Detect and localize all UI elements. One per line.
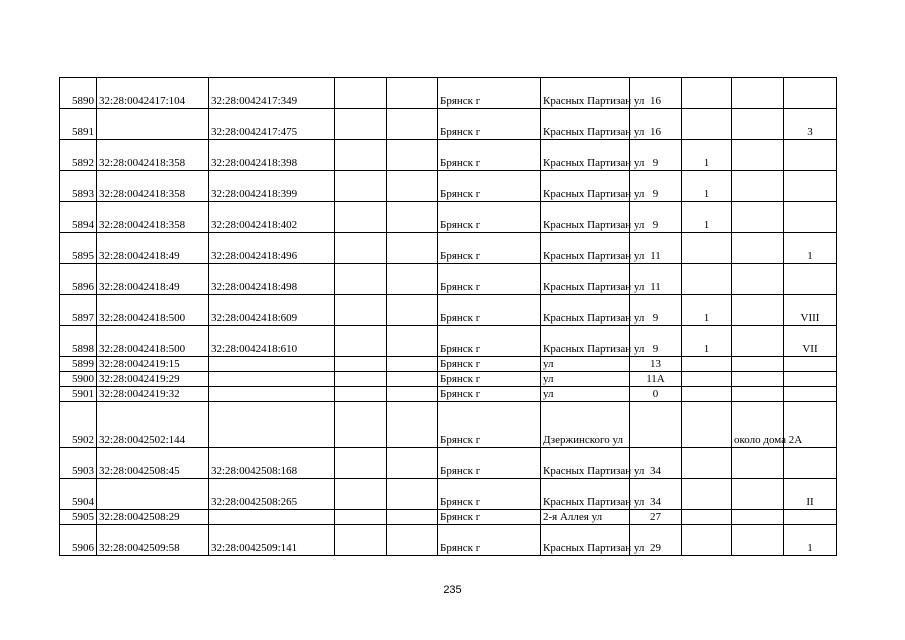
building-number-cell <box>682 78 732 109</box>
cadastral-number-cell: 32:28:0042418:500 <box>97 326 209 357</box>
row-number-cell: 5902 <box>60 402 97 448</box>
cadastral-number-cell: 32:28:0042419:29 <box>97 372 209 387</box>
location-note-cell <box>732 233 784 264</box>
city-cell: Брянск г <box>438 402 541 448</box>
cadastral-number-cell: 32:28:0042419:15 <box>97 357 209 372</box>
building-number-cell <box>682 510 732 525</box>
apartment-number-cell <box>784 264 837 295</box>
city-cell: Брянск г <box>438 448 541 479</box>
building-number-cell <box>682 479 732 510</box>
apartment-number-cell: 1 <box>784 525 837 556</box>
city-cell: Брянск г <box>438 140 541 171</box>
location-note-cell <box>732 525 784 556</box>
building-number-cell <box>682 448 732 479</box>
table-row <box>60 264 837 295</box>
house-number-cell: 9 <box>630 295 682 326</box>
building-number-cell <box>682 233 732 264</box>
table-row <box>60 202 837 233</box>
empty-cell <box>335 525 387 556</box>
row-number-cell: 5897 <box>60 295 97 326</box>
empty-cell <box>387 295 438 326</box>
building-number-cell: 1 <box>682 140 732 171</box>
house-number-cell: 34 <box>630 448 682 479</box>
empty-cell <box>335 202 387 233</box>
table-row <box>60 525 837 556</box>
city-cell: Брянск г <box>438 202 541 233</box>
street-cell: Красных Партизан ул <box>541 295 630 326</box>
table-row <box>60 78 837 109</box>
object-cadastral-number-cell: 32:28:0042418:402 <box>209 202 335 233</box>
location-note-cell <box>732 448 784 479</box>
object-cadastral-number-cell <box>209 402 335 448</box>
cadastral-number-cell: 32:28:0042418:49 <box>97 233 209 264</box>
object-cadastral-number-cell: 32:28:0042418:398 <box>209 140 335 171</box>
object-cadastral-number-cell: 32:28:0042508:265 <box>209 479 335 510</box>
building-number-cell: 1 <box>682 326 732 357</box>
city-cell: Брянск г <box>438 479 541 510</box>
building-number-cell <box>682 525 732 556</box>
empty-cell <box>335 264 387 295</box>
apartment-number-cell <box>784 448 837 479</box>
table-row <box>60 372 837 387</box>
location-note-cell <box>732 326 784 357</box>
empty-cell <box>335 402 387 448</box>
table-row <box>60 357 837 372</box>
city-cell: Брянск г <box>438 372 541 387</box>
city-cell: Брянск г <box>438 510 541 525</box>
table-row <box>60 233 837 264</box>
house-number-cell: 0 <box>630 387 682 402</box>
cadastral-number-cell: 32:28:0042418:500 <box>97 295 209 326</box>
location-note-cell <box>732 202 784 233</box>
cadastral-number-cell <box>97 109 209 140</box>
table-row <box>60 295 837 326</box>
location-note-cell: около дома 2А <box>732 402 784 448</box>
empty-cell <box>387 510 438 525</box>
empty-cell <box>387 78 438 109</box>
street-cell: Красных Партизан ул <box>541 326 630 357</box>
object-cadastral-number-cell: 32:28:0042418:609 <box>209 295 335 326</box>
empty-cell <box>387 372 438 387</box>
table-row <box>60 326 837 357</box>
row-number-cell: 5892 <box>60 140 97 171</box>
city-cell: Брянск г <box>438 233 541 264</box>
apartment-number-cell <box>784 140 837 171</box>
city-cell: Брянск г <box>438 357 541 372</box>
object-cadastral-number-cell: 32:28:0042417:475 <box>209 109 335 140</box>
registry-table <box>59 77 837 556</box>
location-note-cell <box>732 510 784 525</box>
table-row <box>60 402 837 448</box>
house-number-cell: 11А <box>630 372 682 387</box>
empty-cell <box>387 326 438 357</box>
location-note-cell <box>732 140 784 171</box>
building-number-cell <box>682 109 732 140</box>
street-cell: 2-я Аллея ул <box>541 510 630 525</box>
object-cadastral-number-cell: 32:28:0042418:399 <box>209 171 335 202</box>
house-number-cell: 16 <box>630 109 682 140</box>
page-number: 235 <box>443 584 462 596</box>
building-number-cell: 1 <box>682 171 732 202</box>
house-number-cell: 11 <box>630 264 682 295</box>
street-cell: ул <box>541 357 630 372</box>
house-number-cell: 9 <box>630 171 682 202</box>
building-number-cell <box>682 402 732 448</box>
house-number-cell: 9 <box>630 202 682 233</box>
empty-cell <box>387 402 438 448</box>
house-number-cell: 16 <box>630 78 682 109</box>
city-cell: Брянск г <box>438 78 541 109</box>
apartment-number-cell <box>784 372 837 387</box>
object-cadastral-number-cell: 32:28:0042509:141 <box>209 525 335 556</box>
empty-cell <box>335 140 387 171</box>
apartment-number-cell: 3 <box>784 109 837 140</box>
row-number-cell: 5894 <box>60 202 97 233</box>
empty-cell <box>335 510 387 525</box>
empty-cell <box>335 357 387 372</box>
apartment-number-cell <box>784 171 837 202</box>
house-number-cell: 9 <box>630 326 682 357</box>
city-cell: Брянск г <box>438 264 541 295</box>
city-cell: Брянск г <box>438 109 541 140</box>
house-number-cell: 27 <box>630 510 682 525</box>
house-number-cell: 34 <box>630 479 682 510</box>
apartment-number-cell: 1 <box>784 233 837 264</box>
empty-cell <box>387 140 438 171</box>
row-number-cell: 5898 <box>60 326 97 357</box>
object-cadastral-number-cell <box>209 387 335 402</box>
street-cell: Красных Партизан ул <box>541 140 630 171</box>
empty-cell <box>387 109 438 140</box>
city-cell: Брянск г <box>438 525 541 556</box>
empty-cell <box>387 387 438 402</box>
house-number-cell: 11 <box>630 233 682 264</box>
street-cell: Красных Партизан ул <box>541 202 630 233</box>
empty-cell <box>387 233 438 264</box>
row-number-cell: 5893 <box>60 171 97 202</box>
street-cell: ул <box>541 387 630 402</box>
empty-cell <box>387 479 438 510</box>
building-number-cell <box>682 357 732 372</box>
location-note-cell <box>732 479 784 510</box>
row-number-cell: 5900 <box>60 372 97 387</box>
table-row <box>60 109 837 140</box>
city-cell: Брянск г <box>438 326 541 357</box>
empty-cell <box>335 78 387 109</box>
location-note-cell <box>732 372 784 387</box>
table-row <box>60 171 837 202</box>
location-note-cell <box>732 357 784 372</box>
street-cell: Красных Партизан ул <box>541 171 630 202</box>
empty-cell <box>335 171 387 202</box>
empty-cell <box>387 448 438 479</box>
building-number-cell: 1 <box>682 295 732 326</box>
city-cell: Брянск г <box>438 387 541 402</box>
empty-cell <box>335 387 387 402</box>
table-row <box>60 479 837 510</box>
row-number-cell: 5903 <box>60 448 97 479</box>
row-number-cell: 5891 <box>60 109 97 140</box>
row-number-cell: 5901 <box>60 387 97 402</box>
apartment-number-cell <box>784 510 837 525</box>
empty-cell <box>387 202 438 233</box>
cadastral-number-cell: 32:28:0042418:49 <box>97 264 209 295</box>
object-cadastral-number-cell <box>209 510 335 525</box>
location-note-cell <box>732 264 784 295</box>
apartment-number-cell <box>784 78 837 109</box>
street-cell: Красных Партизан ул <box>541 264 630 295</box>
apartment-number-cell: VII <box>784 326 837 357</box>
city-cell: Брянск г <box>438 295 541 326</box>
row-number-cell: 5904 <box>60 479 97 510</box>
street-cell: Красных Партизан ул <box>541 78 630 109</box>
row-number-cell: 5896 <box>60 264 97 295</box>
apartment-number-cell <box>784 387 837 402</box>
cadastral-number-cell: 32:28:0042509:58 <box>97 525 209 556</box>
row-number-cell: 5905 <box>60 510 97 525</box>
empty-cell <box>335 372 387 387</box>
object-cadastral-number-cell: 32:28:0042508:168 <box>209 448 335 479</box>
row-number-cell: 5890 <box>60 78 97 109</box>
house-number-cell: 29 <box>630 525 682 556</box>
cadastral-number-cell: 32:28:0042418:358 <box>97 202 209 233</box>
cadastral-number-cell: 32:28:0042502:144 <box>97 402 209 448</box>
location-note-cell <box>732 295 784 326</box>
row-number-cell: 5906 <box>60 525 97 556</box>
row-number-cell: 5899 <box>60 357 97 372</box>
street-cell: Дзержинского ул <box>541 402 630 448</box>
street-cell: Красных Партизан ул <box>541 479 630 510</box>
empty-cell <box>335 479 387 510</box>
cadastral-number-cell: 32:28:0042508:29 <box>97 510 209 525</box>
object-cadastral-number-cell <box>209 357 335 372</box>
object-cadastral-number-cell: 32:28:0042417:349 <box>209 78 335 109</box>
object-cadastral-number-cell: 32:28:0042418:610 <box>209 326 335 357</box>
apartment-number-cell: II <box>784 479 837 510</box>
building-number-cell <box>682 372 732 387</box>
object-cadastral-number-cell: 32:28:0042418:498 <box>209 264 335 295</box>
table-row <box>60 510 837 525</box>
location-note-cell <box>732 78 784 109</box>
street-cell: Красных Партизан ул <box>541 109 630 140</box>
object-cadastral-number-cell: 32:28:0042418:496 <box>209 233 335 264</box>
table-row <box>60 387 837 402</box>
location-note-cell <box>732 387 784 402</box>
house-number-cell: 9 <box>630 140 682 171</box>
building-number-cell <box>682 264 732 295</box>
apartment-number-cell: VIII <box>784 295 837 326</box>
row-number-cell: 5895 <box>60 233 97 264</box>
empty-cell <box>335 109 387 140</box>
building-number-cell: 1 <box>682 202 732 233</box>
street-cell: Красных Партизан ул <box>541 448 630 479</box>
house-number-cell <box>630 402 682 448</box>
house-number-cell: 13 <box>630 357 682 372</box>
street-cell: Красных Партизан ул <box>541 525 630 556</box>
street-cell: Красных Партизан ул <box>541 233 630 264</box>
cadastral-number-cell: 32:28:0042508:45 <box>97 448 209 479</box>
apartment-number-cell <box>784 202 837 233</box>
city-cell: Брянск г <box>438 171 541 202</box>
table-row <box>60 448 837 479</box>
empty-cell <box>335 233 387 264</box>
location-note-cell <box>732 171 784 202</box>
registry-body <box>60 78 837 556</box>
empty-cell <box>335 326 387 357</box>
empty-cell <box>387 357 438 372</box>
empty-cell <box>387 264 438 295</box>
cadastral-number-cell: 32:28:0042418:358 <box>97 140 209 171</box>
apartment-number-cell <box>784 357 837 372</box>
street-cell: ул <box>541 372 630 387</box>
location-note-cell <box>732 109 784 140</box>
cadastral-number-cell: 32:28:0042419:32 <box>97 387 209 402</box>
empty-cell <box>335 295 387 326</box>
cadastral-number-cell: 32:28:0042417:104 <box>97 78 209 109</box>
object-cadastral-number-cell <box>209 372 335 387</box>
cadastral-number-cell: 32:28:0042418:358 <box>97 171 209 202</box>
empty-cell <box>387 525 438 556</box>
empty-cell <box>387 171 438 202</box>
cadastral-number-cell <box>97 479 209 510</box>
table-row <box>60 140 837 171</box>
empty-cell <box>335 448 387 479</box>
building-number-cell <box>682 387 732 402</box>
